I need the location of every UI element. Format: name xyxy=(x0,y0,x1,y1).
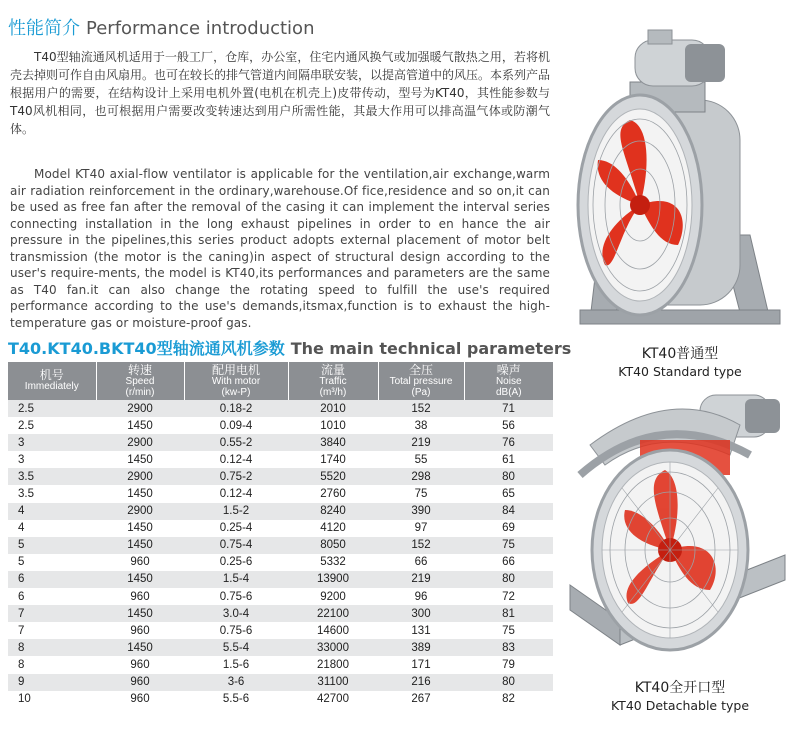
cell-traffic: 14600 xyxy=(317,624,349,637)
cell-pressure: 75 xyxy=(414,488,428,501)
cell-pressure: 219 xyxy=(378,571,464,588)
cell-speed: 1450 xyxy=(96,639,184,656)
cell-traffic: 13900 xyxy=(288,571,378,588)
caption-detachable-en: KT40 Detachable type xyxy=(610,698,750,713)
cell-noise: 65 xyxy=(502,488,515,501)
cell-motor: 0.75-6 xyxy=(219,624,253,637)
cell-speed: 960 xyxy=(130,624,150,637)
cell-speed: 1450 xyxy=(96,537,184,554)
cell-pressure: 66 xyxy=(414,556,428,569)
cell-motor: 0.25-6 xyxy=(219,556,253,569)
cell-traffic: 33000 xyxy=(288,639,378,656)
cell-motor: 3.0-4 xyxy=(184,605,288,622)
cell-pressure: 55 xyxy=(414,453,428,466)
cell-machine-no: 4 xyxy=(18,522,25,535)
cell-traffic: 1010 xyxy=(320,419,346,432)
cell-traffic: 9200 xyxy=(320,590,346,603)
cell-machine-no: 3 xyxy=(8,434,96,451)
intro-paragraph-cn: T40型轴流通风机适用于一般工厂，仓库，办公室，住宅内通风换气或加强暖气散热之用，若将机壳去掉则可作自由风扇用。也可在较长的排气管道内间隔串联安装，以提高管道中的风压。本系列产品根据用户的需要，在结构设计上采用电机外置(电机在机壳上)皮带传动，型号为KT40，其性能参数与T40风机相同，也可根据用户需要改变转速达到用户所需性能，其最大作用可以排高温气体或防潮气体。 xyxy=(10,50,551,136)
cell-speed: 1450 xyxy=(127,522,153,535)
cell-noise: 80 xyxy=(464,468,553,485)
params-heading-en: The main technical parameters xyxy=(290,339,572,358)
cell-noise: 81 xyxy=(464,605,553,622)
cell-traffic: 8050 xyxy=(288,537,378,554)
cell-pressure: 38 xyxy=(414,419,428,432)
cell-motor: 0.55-2 xyxy=(184,434,288,451)
cell-machine-no: 4 xyxy=(8,503,96,520)
header-speed: 转速 Speed (r/min) xyxy=(96,362,184,400)
cell-motor: 0.75-2 xyxy=(184,468,288,485)
cell-speed: 960 xyxy=(130,556,150,569)
cell-speed: 1450 xyxy=(96,571,184,588)
cell-pressure: 216 xyxy=(378,674,464,691)
table-row xyxy=(8,503,553,520)
cell-traffic: 5332 xyxy=(320,556,346,569)
cell-noise: 61 xyxy=(502,453,515,466)
cell-pressure: 152 xyxy=(378,400,464,417)
cell-noise: 80 xyxy=(464,674,553,691)
cell-speed: 1450 xyxy=(127,488,153,501)
table-row xyxy=(8,639,553,656)
cell-machine-no: 2.5 xyxy=(8,400,96,417)
cell-machine-no: 5 xyxy=(18,556,25,569)
cell-traffic: 5520 xyxy=(288,468,378,485)
header-machine-no: 机号 Immediately xyxy=(8,362,96,400)
cell-motor: 1.5-2 xyxy=(184,503,288,520)
cell-motor: 0.25-4 xyxy=(219,522,253,535)
table-row xyxy=(8,468,553,485)
cell-noise: 66 xyxy=(502,556,515,569)
cell-pressure: 219 xyxy=(378,434,464,451)
table-row xyxy=(8,554,553,571)
cell-traffic: 3840 xyxy=(288,434,378,451)
caption-standard-en: KT40 Standard type xyxy=(618,364,742,379)
table-row xyxy=(8,588,553,605)
cell-speed: 2900 xyxy=(96,434,184,451)
cell-traffic: 21800 xyxy=(317,658,349,671)
table-row xyxy=(8,434,553,451)
cell-pressure: 131 xyxy=(411,624,431,637)
cell-machine-no: 10 xyxy=(18,693,31,706)
cell-speed: 2900 xyxy=(96,468,184,485)
cell-traffic: 31100 xyxy=(288,674,378,691)
cell-speed: 2900 xyxy=(96,503,184,520)
cell-noise: 84 xyxy=(464,503,553,520)
header-traffic: 流量 Traffic (m³/h) xyxy=(288,362,378,400)
cell-speed: 1450 xyxy=(127,453,153,466)
caption-detachable xyxy=(580,677,780,713)
cell-traffic: 4120 xyxy=(320,522,346,535)
cell-traffic: 2760 xyxy=(320,488,346,501)
cell-traffic: 8240 xyxy=(288,503,378,520)
cell-motor: 0.75-6 xyxy=(219,590,253,603)
cell-speed: 1450 xyxy=(96,605,184,622)
table-row xyxy=(8,417,553,434)
intro-heading-cn: 性能简介 xyxy=(8,18,80,39)
cell-noise: 56 xyxy=(502,419,515,432)
cell-noise: 75 xyxy=(464,537,553,554)
table-row xyxy=(8,451,553,468)
caption-standard-cn: KT40普通型 xyxy=(641,346,719,362)
cell-traffic: 1740 xyxy=(320,453,346,466)
cell-motor: 5.5-6 xyxy=(222,693,250,706)
params-heading xyxy=(8,336,571,359)
cell-traffic: 22100 xyxy=(288,605,378,622)
fan-detachable-image xyxy=(560,385,795,675)
cell-motor: 0.12-4 xyxy=(219,488,253,501)
cell-traffic: 2010 xyxy=(288,400,378,417)
cell-speed: 960 xyxy=(130,693,150,706)
table-row xyxy=(8,622,553,639)
cell-noise: 71 xyxy=(464,400,553,417)
cell-speed: 2900 xyxy=(96,400,184,417)
cell-pressure: 97 xyxy=(414,522,428,535)
cell-noise: 79 xyxy=(502,658,515,671)
cell-machine-no: 6 xyxy=(8,571,96,588)
cell-machine-no: 7 xyxy=(8,605,96,622)
caption-detachable-cn: KT40全开口型 xyxy=(634,680,726,696)
cell-motor: 5.5-4 xyxy=(184,639,288,656)
cell-motor: 1.5-6 xyxy=(222,658,250,671)
cell-pressure: 171 xyxy=(411,658,431,671)
table-row xyxy=(8,537,553,554)
caption-standard xyxy=(580,343,780,379)
params-heading-cn: T40.KT40.BKT40型轴流通风机参数 xyxy=(8,339,285,358)
cell-noise: 76 xyxy=(464,434,553,451)
table-row xyxy=(8,605,553,622)
cell-motor: 0.12-4 xyxy=(219,453,253,466)
table-row xyxy=(8,571,553,588)
cell-noise: 80 xyxy=(464,571,553,588)
cell-machine-no: 9 xyxy=(8,674,96,691)
cell-machine-no: 2.5 xyxy=(18,419,34,432)
cell-motor: 3-6 xyxy=(184,674,288,691)
cell-traffic: 42700 xyxy=(317,693,349,706)
table-row xyxy=(8,656,553,673)
cell-noise: 72 xyxy=(502,590,515,603)
cell-speed: 960 xyxy=(130,658,150,671)
cell-motor: 0.75-4 xyxy=(184,537,288,554)
intro-heading-en: Performance introduction xyxy=(86,18,315,39)
cell-pressure: 267 xyxy=(411,693,431,706)
cell-motor: 0.09-4 xyxy=(219,419,253,432)
table-row xyxy=(8,485,553,502)
cell-speed: 960 xyxy=(96,674,184,691)
cell-pressure: 389 xyxy=(378,639,464,656)
cell-pressure: 152 xyxy=(378,537,464,554)
cell-noise: 82 xyxy=(502,693,515,706)
cell-speed: 1450 xyxy=(127,419,153,432)
cell-motor: 0.18-2 xyxy=(184,400,288,417)
cell-machine-no: 3 xyxy=(18,453,25,466)
cell-motor: 1.5-4 xyxy=(184,571,288,588)
cell-noise: 75 xyxy=(502,624,515,637)
table-header-row xyxy=(8,362,553,400)
cell-noise: 69 xyxy=(502,522,515,535)
intro-paragraph-en: Model KT40 axial-flow ventilator is applicable for the ventilation,air exchange,warm air radiation reinforcement in the ordinary,warehouse.Of fice,residence and so on,it can be used as free fan after the removal of the casing it can implement the interval series connecting installation in the long exhaust pipelines in order to en hance the air pressure in the pipelines,this series product adopts external placement of motor belt transmission (the motor is the caning)in aspect of structural design according to the user's require-ments, the model is KT40,its performances and parameters are the same as T40 fan.it can also change the rotating speed to fulfill the use's required performance according to the use's demands,itsmax,function is to exhaust the high-temperature gas or moisture-proof gas. xyxy=(10,167,550,330)
cell-pressure: 300 xyxy=(378,605,464,622)
cell-pressure: 390 xyxy=(378,503,464,520)
cell-machine-no: 5 xyxy=(8,537,96,554)
header-motor: 配用电机 With motor (kw-P) xyxy=(184,362,288,400)
cell-pressure: 96 xyxy=(414,590,428,603)
cell-machine-no: 8 xyxy=(8,639,96,656)
cell-pressure: 298 xyxy=(378,468,464,485)
cell-noise: 83 xyxy=(464,639,553,656)
table-row xyxy=(8,520,553,537)
intro-heading xyxy=(8,14,314,40)
cell-machine-no: 7 xyxy=(18,624,25,637)
cell-machine-no: 3.5 xyxy=(18,488,34,501)
fan-standard-image xyxy=(570,20,790,340)
cell-machine-no: 6 xyxy=(18,590,25,603)
table-row xyxy=(8,674,553,691)
header-noise: 噪声 Noise dB(A) xyxy=(464,362,553,400)
table-row xyxy=(8,400,553,417)
table-body xyxy=(8,400,553,708)
cell-machine-no: 3.5 xyxy=(8,468,96,485)
header-pressure: 全压 Total pressure (Pa) xyxy=(378,362,464,400)
cell-speed: 960 xyxy=(130,590,150,603)
table-row xyxy=(8,691,553,708)
params-table xyxy=(8,362,553,708)
cell-machine-no: 8 xyxy=(18,658,25,671)
